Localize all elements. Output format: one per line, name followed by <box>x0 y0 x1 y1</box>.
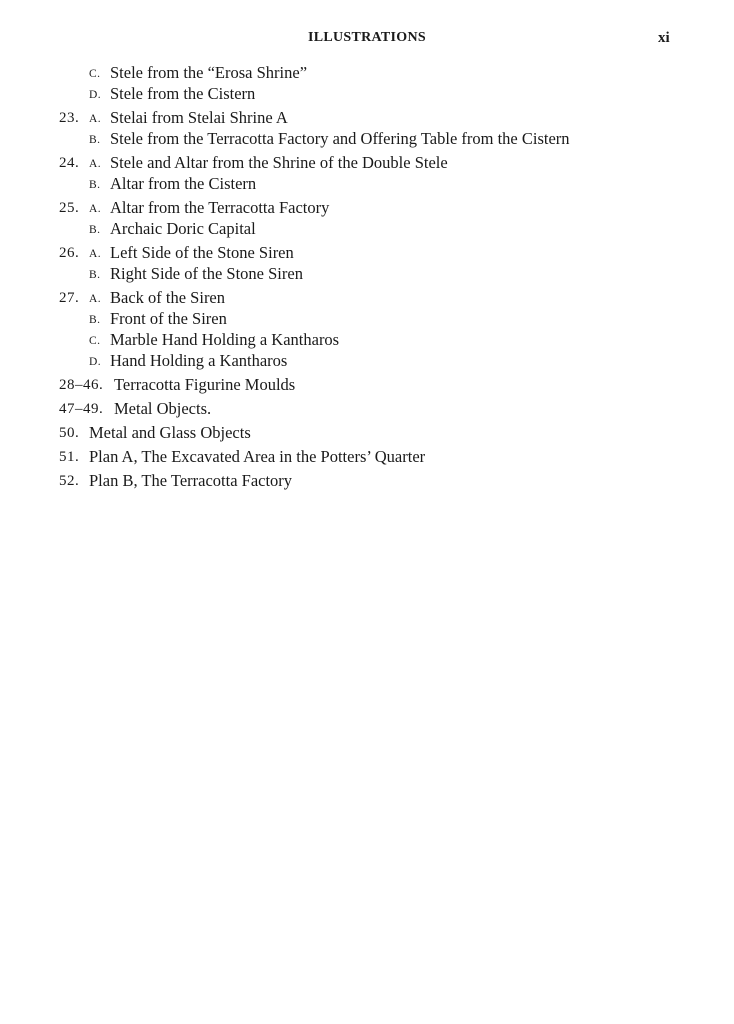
entry-text: Stele from the Cistern <box>110 84 256 103</box>
entry-text: Front of the Siren <box>110 309 227 328</box>
entry-text: Stele from the Terracotta Factory and Offering Table from the Cistern <box>110 129 570 148</box>
entry-text: Plan A, The Excavated Area in the Potters’ Quarter <box>89 447 426 466</box>
entry-text: Archaic Doric Capital <box>110 219 256 238</box>
entry-text: Stele and Altar from the Shrine of the Double Stele <box>110 153 448 172</box>
entry-text: Altar from the Terracotta Factory <box>110 198 330 217</box>
entry-letter: A. <box>89 293 102 305</box>
entry-letter: A. <box>89 158 102 170</box>
entry-text: Back of the Siren <box>110 288 226 307</box>
entry-letter: D. <box>89 356 102 368</box>
entry-letter: B. <box>89 134 101 146</box>
entry-letter: C. <box>89 68 101 80</box>
entry-number: 47–49. <box>59 401 104 417</box>
entry-number: 24. <box>59 155 80 171</box>
entry-text: Altar from the Cistern <box>110 174 257 193</box>
entry-letter: A. <box>89 203 102 215</box>
entry-letter: B. <box>89 269 101 281</box>
entry-text: Marble Hand Holding a Kantharos <box>110 330 340 349</box>
entry-letter: B. <box>89 314 101 326</box>
entry-number: 50. <box>59 425 80 441</box>
entry-text: Terracotta Figurine Moulds <box>114 375 296 394</box>
entry-letter: B. <box>89 179 101 191</box>
entry-number: 28–46. <box>59 377 104 393</box>
entry-text: Stelai from Stelai Shrine A <box>110 108 288 127</box>
entry-text: Right Side of the Stone Siren <box>110 264 303 283</box>
entry-number: 51. <box>59 449 80 465</box>
entry-text: Metal Objects. <box>114 399 212 418</box>
entry-number: 26. <box>59 245 80 261</box>
entry-number: 23. <box>59 110 80 126</box>
entry-number: 27. <box>59 290 80 306</box>
entry-text: Stele from the “Erosa Shrine” <box>110 63 308 82</box>
entry-letter: A. <box>89 113 102 125</box>
entry-letter: B. <box>89 224 101 236</box>
entry-text: Hand Holding a Kantharos <box>110 351 288 370</box>
entry-letter: A. <box>89 248 102 260</box>
entry-number: 25. <box>59 200 80 216</box>
running-title: ILLUSTRATIONS <box>307 30 426 45</box>
entry-number: 52. <box>59 473 80 489</box>
entry-letter: D. <box>89 89 102 101</box>
page-number: xi <box>658 30 670 46</box>
entry-text: Metal and Glass Objects <box>89 423 251 442</box>
running-head <box>0 30 734 50</box>
entry-text: Left Side of the Stone Siren <box>110 243 294 262</box>
entry-letter: C. <box>89 335 101 347</box>
entry-text: Plan B, The Terracotta Factory <box>89 471 293 490</box>
